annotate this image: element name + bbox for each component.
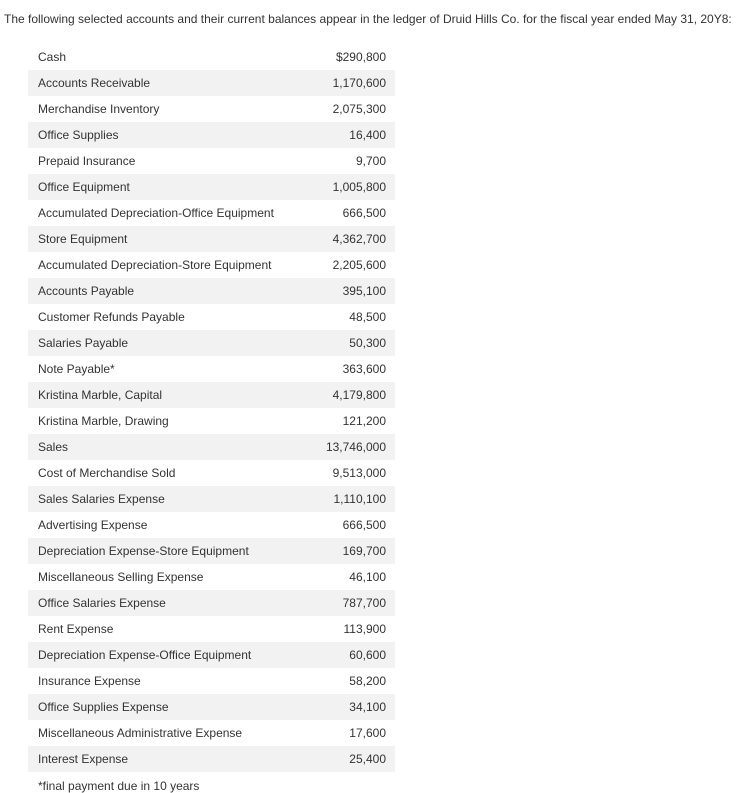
table-row <box>28 616 395 642</box>
account-name: Sales <box>38 440 69 454</box>
table-row <box>28 330 395 356</box>
account-balance: 13,746,000 <box>325 440 386 454</box>
account-balance: 1,005,800 <box>332 180 386 194</box>
account-balance: 395,100 <box>342 284 386 298</box>
account-balance: 2,205,600 <box>332 258 386 272</box>
account-balance: 363,600 <box>342 362 386 376</box>
account-balance: 50,300 <box>349 336 386 350</box>
table-row <box>28 122 395 148</box>
account-name: Note Payable* <box>38 362 115 376</box>
table-row <box>28 694 395 720</box>
account-balance: $290,800 <box>335 50 386 64</box>
account-balance: 16,400 <box>349 128 386 142</box>
account-balance: 9,700 <box>355 154 386 168</box>
account-name: Miscellaneous Administrative Expense <box>38 726 243 740</box>
account-name: Miscellaneous Selling Expense <box>38 570 204 584</box>
account-name: Sales Salaries Expense <box>38 492 165 506</box>
account-name: Office Supplies Expense <box>38 700 169 714</box>
intro-text: The following selected accounts and their current balances appear in the ledger of Druid Hills Co. for the fiscal year ended May 31, 20Y8: <box>4 12 732 26</box>
table-row <box>28 304 395 330</box>
account-name: Office Supplies <box>38 128 119 142</box>
account-name: Rent Expense <box>38 622 114 636</box>
account-balance: 4,179,800 <box>332 388 386 402</box>
table-row <box>28 460 395 486</box>
account-name: Accumulated Depreciation-Office Equipment <box>38 206 274 220</box>
account-name: Kristina Marble, Drawing <box>38 414 169 428</box>
account-name: Cash <box>38 50 67 64</box>
account-name: Store Equipment <box>38 232 128 246</box>
account-name: Prepaid Insurance <box>38 154 136 168</box>
table-row <box>28 668 395 694</box>
account-balance: 34,100 <box>349 700 386 714</box>
table-row <box>28 356 395 382</box>
account-name: Office Salaries Expense <box>38 596 166 610</box>
account-balance: 113,900 <box>343 622 386 636</box>
account-name: Customer Refunds Payable <box>38 310 185 324</box>
account-balance: 666,500 <box>342 518 386 532</box>
table-row <box>28 96 395 122</box>
table-row <box>28 382 395 408</box>
account-name: Insurance Expense <box>38 674 141 688</box>
table-row <box>28 148 395 174</box>
footnote: *final payment due in 10 years <box>38 779 200 793</box>
account-balance: 9,513,000 <box>332 466 386 480</box>
table-row <box>28 226 395 252</box>
account-name: Cost of Merchandise Sold <box>38 466 176 480</box>
account-balance: 666,500 <box>342 206 386 220</box>
account-name: Accounts Payable <box>38 284 135 298</box>
table-row <box>28 746 395 772</box>
account-balance: 46,100 <box>349 570 386 584</box>
account-balance: 25,400 <box>349 752 386 766</box>
account-name: Salaries Payable <box>38 336 129 350</box>
account-balance: 2,075,300 <box>332 102 386 116</box>
account-balance: 60,600 <box>349 648 386 662</box>
account-name: Depreciation Expense-Store Equipment <box>38 544 249 558</box>
table-row <box>28 434 395 460</box>
account-balance: 48,500 <box>349 310 386 324</box>
table-row <box>28 642 395 668</box>
account-name: Depreciation Expense-Office Equipment <box>38 648 252 662</box>
table-row <box>28 278 395 304</box>
account-balance: 787,700 <box>342 596 386 610</box>
account-name: Merchandise Inventory <box>38 102 160 116</box>
account-balance: 169,700 <box>342 544 386 558</box>
account-name: Accounts Receivable <box>38 76 151 90</box>
table-row <box>28 174 395 200</box>
table-row <box>28 538 395 564</box>
account-balance: 1,170,600 <box>332 76 386 90</box>
ledger-table <box>28 44 395 772</box>
table-row <box>28 70 395 96</box>
table-row <box>28 564 395 590</box>
account-name: Kristina Marble, Capital <box>38 388 163 402</box>
account-balance: 58,200 <box>349 674 386 688</box>
table-row <box>28 44 395 70</box>
account-name: Accumulated Depreciation-Store Equipment <box>38 258 272 272</box>
account-name: Advertising Expense <box>38 518 148 532</box>
account-balance: 4,362,700 <box>332 232 386 246</box>
table-row <box>28 252 395 278</box>
table-row <box>28 720 395 746</box>
table-row <box>28 590 395 616</box>
table-row <box>28 486 395 512</box>
account-name: Interest Expense <box>38 752 129 766</box>
account-balance: 17,600 <box>349 726 386 740</box>
table-row <box>28 200 395 226</box>
account-balance: 121,200 <box>342 414 386 428</box>
account-balance: 1,110,100 <box>333 492 386 506</box>
table-row <box>28 512 395 538</box>
account-name: Office Equipment <box>38 180 130 194</box>
table-row <box>28 408 395 434</box>
